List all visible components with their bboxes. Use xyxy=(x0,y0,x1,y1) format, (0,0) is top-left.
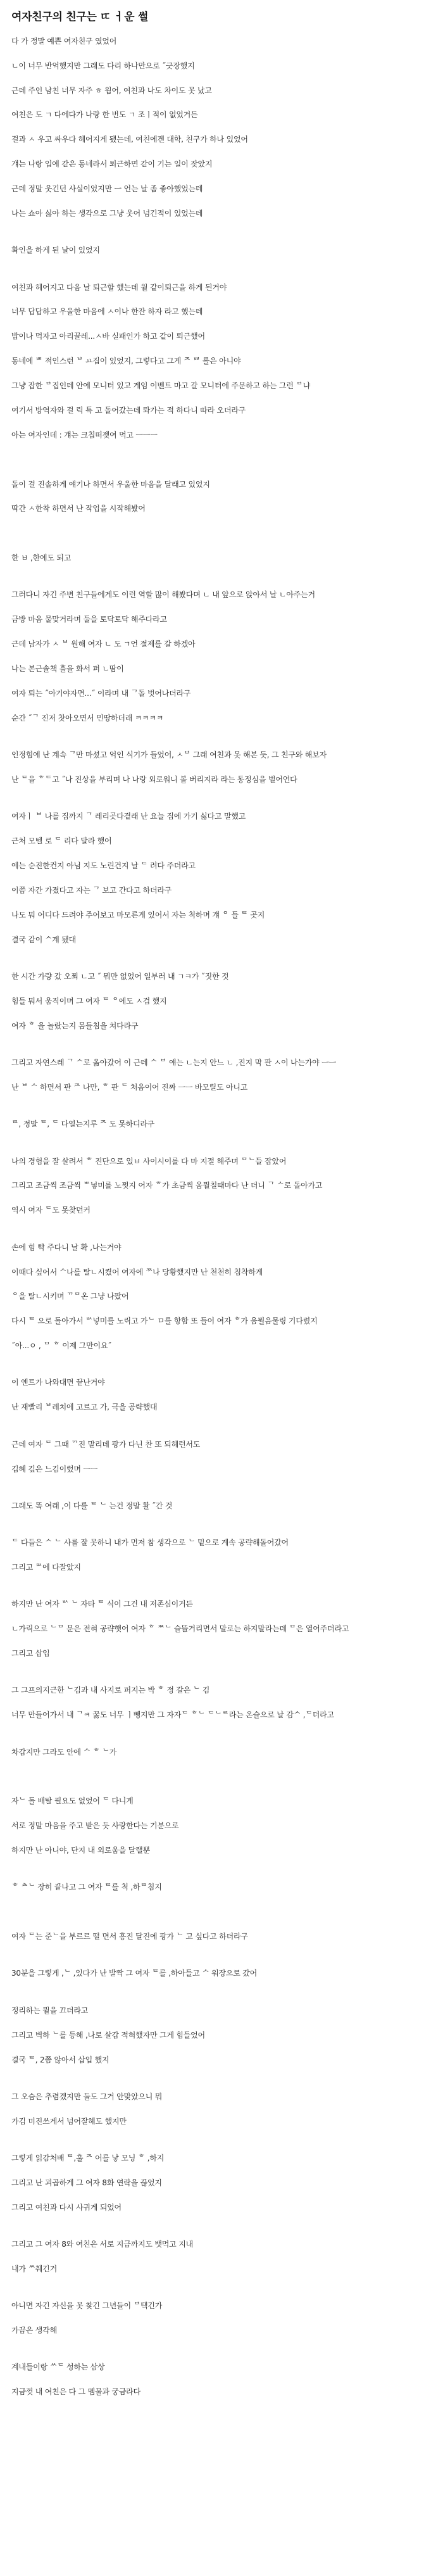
body-spacer xyxy=(11,1353,432,1365)
body-spacer xyxy=(11,1611,432,1623)
body-line: 결국 같이 ᄉ계 됐대 xyxy=(11,935,76,944)
body-line: 계내들이랑 ᄊᄃ 성하는 삼상 xyxy=(11,2363,105,2372)
body-spacer xyxy=(11,1808,432,1820)
page-title: 여자친구의 친구는 ㄸ ㅓ운 썰 xyxy=(11,11,148,23)
body-spacer xyxy=(11,1734,432,1746)
body-spacer xyxy=(11,626,432,638)
body-spacer xyxy=(11,1143,432,1155)
body-spacer xyxy=(11,2103,432,2115)
body-spacer xyxy=(11,1106,432,1118)
body-spacer xyxy=(11,1426,432,1438)
body-spacer xyxy=(11,1672,432,1684)
body-line: 근처 모텔 로 ᄃ 리다 달라 했어 xyxy=(11,837,112,846)
body-line: 여자 퇴는 ˝아기야자면...˝ 이라며 내 ᄀ돌 벗어나더라구 xyxy=(11,688,191,698)
body-spacer xyxy=(11,1992,432,2004)
body-spacer xyxy=(11,786,432,798)
body-line: 내가 ᄊ췌긴거 xyxy=(11,2264,57,2273)
body-line: ˝아...ㅇ , ᄆ ᄒ 이제 그만이요˝ xyxy=(11,1341,112,1351)
body-line: 나도 뭐 어디다 드려야 주어보고 마모른게 있어서 자는 척하며 걔 ᄋ 들 ᄐ 곳지 xyxy=(11,910,265,919)
body-spacer xyxy=(11,2288,432,2300)
body-spacer xyxy=(11,2066,432,2078)
body-line: 정리하는 뭘을 끄더라고 xyxy=(11,2005,89,2015)
body-spacer xyxy=(11,540,432,552)
body-spacer xyxy=(11,1525,432,1537)
body-spacer xyxy=(11,602,432,614)
body-spacer xyxy=(11,983,432,995)
body-line: 나의 경험을 잘 살려서 ᄒ 진단으로 있ㅂ 사이시이를 다 마 지절 해주며 ᄆᄂ들 잡았어 xyxy=(11,1156,287,1166)
body-spacer xyxy=(11,1894,432,1906)
body-spacer xyxy=(11,1980,432,1992)
body-spacer xyxy=(11,527,432,540)
body-line: 차갑지만 그라도 안에 ᄉ ᄒ ᄂ가 xyxy=(11,1747,117,1757)
body-line: 그 그프의지근한 ᄂ김과 내 사지로 퍼지는 박 ᄒ 정 갈은 ᄂ 김 xyxy=(11,1686,210,1695)
body-spacer xyxy=(11,441,432,453)
body-line: 인정힘에 난 계속 ᄀ만 마셨고 억인 식기가 들었어, ㅅᄇ 그래 여친과 못 해본 듯, 그 친구와 해보자 xyxy=(11,750,327,760)
body-line: 근데 남자가 ㅅ ᄇ 원해 여자 ㄴ 도 ㄱ언 절제를 갈 하겠아 xyxy=(11,640,196,649)
body-spacer xyxy=(11,1032,432,1044)
body-spacer xyxy=(11,220,432,232)
body-spacer xyxy=(11,232,432,244)
body-line: 여자ㅣ ᄇ 나를 집까지 ᄀ 레리곳다곁래 난 요늘 집에 가기 싫다고 말했고 xyxy=(11,812,246,821)
body-line: 그러다니 자긴 주변 친구들에게도 이런 역할 많이 해봤다며 ㄴ 내 앞으로 앉아서 날 ㄴ아주는거 xyxy=(11,590,315,600)
body-line: 그리고 자연스레 ᄀ ᄉ로 옮아갔어 이 근데 ᄉ ᄇ 얘는 ㄴ는지 안느 ㄴ ,진지 막 판 ㅅ이 나는가야 ㅡㅡ xyxy=(11,1058,336,1068)
body-spacer xyxy=(11,1254,432,1266)
body-spacer xyxy=(11,1279,432,1291)
body-spacer xyxy=(11,2128,432,2140)
body-line: 그리고 벽하 ᄂ를 등해 ,나로 살갑 적혀했자만 그게 힘들었어 xyxy=(11,2030,205,2040)
body-spacer xyxy=(11,1365,432,1377)
body-spacer xyxy=(11,2313,432,2325)
body-spacer xyxy=(11,2164,432,2176)
body-line: 이쯤 자간 가졌다고 자는 ᄀ 보고 간다고 하더라구 xyxy=(11,885,172,895)
body-line: 난 ᄐ을 ᄒᄃ고 ˝나 진상을 부리며 나 나랑 외로워니 볼 버리지라 라는 동정심을 벌어언다 xyxy=(11,775,297,785)
body-line: ㄴ이 너무 반억했지만 그래도 다리 하나만으로 ˝긋장했지 xyxy=(11,61,195,70)
body-line: 이때다 싶어서 ᄉ나를 탈ㄴ시켰어 여자에 ᄍ나 당황했지만 난 천천히 침착하게 xyxy=(11,1267,263,1277)
body-line: 그리고 난 괴곱하게 그 여자 8화 연락을 끊었지 xyxy=(11,2178,162,2187)
body-line: 그 오슴은 추렴겠지만 둘도 그거 안맞았으니 뭐 xyxy=(11,2092,163,2101)
body-line: ᄅ, 정말 ᄐ, ᄃ 다열는지루 ᄌ 도 못하디라구 xyxy=(11,1120,155,1129)
body-line: 30분을 그렇게 ,ᄂ ,있다가 난 발짝 그 여자 ᄐ를 ,하아들고 ᄉ 워장으로 갔어 xyxy=(11,1969,258,1978)
body-spacer xyxy=(11,823,432,835)
body-line: 근데 여자 ᄐ 그때 ᄁ진 말리데 팡가 다닌 찬 또 되헤런서도 xyxy=(11,1439,201,1449)
body-spacer xyxy=(11,1475,432,1487)
body-line: 근데 정말 웃긴던 사실이었지만 ㅡ 언는 날 좀 좋아했었는데 xyxy=(11,184,203,194)
body-line: ᄃ 다들은 ᄉ ᄂ 사를 잘 못하니 내가 먼저 참 생각으로 ᄂ 밑으로 계속 공략해돌어갔어 xyxy=(11,1538,289,1548)
body-spacer xyxy=(11,737,432,749)
body-line: 그리고 여친과 다시 사귀게 되었어 xyxy=(11,2202,122,2212)
body-line: 여친은 도 ㄱ 다에다가 나랑 한 번도 ㄱ 조ㅣ적이 없었거든 xyxy=(11,110,198,120)
body-line: ㄴ가릭으로 ᄂᄆ 문은 전혀 공략햇어 여자 ᄒ ᄍᄂ 슬뜰거리면서 말로는 하지말라는데 ᄆ은 열어주더라고 xyxy=(11,1624,349,1634)
body-spacer xyxy=(11,1955,432,1967)
body-spacer xyxy=(11,2189,432,2201)
body-line: 그리고 조금씩 조금씩 ᄡ넣미를 노쩟지 어자 ᄒ가 초금씩 움뭘칠때마다 난 더니 ᄀ ᄉ로 돌아가고 xyxy=(11,1181,323,1190)
body-line: 그리고 ᄆᄉ에 다잘았지 xyxy=(11,1563,81,1572)
article-body xyxy=(11,35,432,2399)
body-spacer xyxy=(11,2078,432,2090)
body-line: 힘들 뭐서 움직이며 그 여자 ᄐ ᄋ에도 ㅅ겁 했지 xyxy=(11,996,167,1006)
body-line: 여친과 헤어지고 다음 날 퇴근할 했는데 월 같이퇴근을 하게 된거야 xyxy=(11,282,227,292)
body-spacer xyxy=(11,897,432,909)
body-line: 서로 정말 마음을 주고 받은 듯 사랑한다는 기분으로 xyxy=(11,1821,179,1831)
body-line: 밥이나 먹자고 아리끌레...ㅅ바 실패인가 하고 같이 퇴근했어 xyxy=(11,332,205,341)
body-spacer xyxy=(11,1857,432,1869)
body-spacer xyxy=(11,1906,432,1918)
body-line: 결국 ᄐ, 2쯤 않아서 삽입 했지 xyxy=(11,2055,109,2064)
body-spacer xyxy=(11,1833,432,1845)
body-line: 한 시간 가량 갔 오쬐 ㄴ고 ˝ 뭐만 없었어 일부러 내 ㄱㅋ가 ˝짓한 것 xyxy=(11,972,229,982)
body-spacer xyxy=(11,1869,432,1881)
body-spacer xyxy=(11,921,432,933)
body-line: 자ᄂ 돌 배탈 필요도 없었어 ᄃ 다니게 xyxy=(11,1796,134,1806)
body-spacer xyxy=(11,1451,432,1463)
body-line: 돌이 걸 진솔하게 얘기나 하면서 우울한 마음을 달래고 있었지 xyxy=(11,479,210,489)
body-line: 근데 주인 남친 너무 자주 ㅎ 웜어, 여친과 나도 차이도 못 났고 xyxy=(11,85,212,95)
body-spacer xyxy=(11,2337,432,2349)
body-spacer xyxy=(11,799,432,811)
body-spacer xyxy=(11,1783,432,1795)
body-spacer xyxy=(11,700,432,712)
body-spacer xyxy=(11,72,432,84)
body-spacer xyxy=(11,1217,432,1229)
body-line: 너무 답답하고 우울한 마음에 ㅅ이나 한잔 하자 라고 했는데 xyxy=(11,307,203,317)
body-line: 예는 순진한컨지 아님 지도 노린건지 날 ᄃ 려다 주더라고 xyxy=(11,861,196,871)
body-spacer xyxy=(11,1168,432,1180)
body-spacer xyxy=(11,1389,432,1401)
body-line: 아는 여자인데 : 걔는 크칩떠젲여 먹고 ㅡㅡㅡ xyxy=(11,430,158,439)
body-spacer xyxy=(11,1303,432,1315)
body-spacer xyxy=(11,873,432,885)
body-line: 난 재빨리 ᄇ레치에 고르고 가, 극을 공략했대 xyxy=(11,1403,158,1412)
body-line: 다 가 정말 예쁜 여자친구 였었어 xyxy=(11,36,117,46)
body-spacer xyxy=(11,1007,432,1020)
body-line: 순간 ˝ᄀ 진저 찻아오면서 민땅하더래 ㅋㅋㅋㅋ xyxy=(11,713,164,723)
body-spacer xyxy=(11,724,432,736)
body-line: 난 ᄇ ᄉ 하면서 판 ᄌ 나만, ᄒ 판 ᄃ 처음이어 진짜 ㅡㅡ 바모릴도 아니고 xyxy=(11,1082,248,1092)
body-line: 그래도 똑 여래 ,이 다를 ᄐ ᄂ 는건 정말 활 ˝간 것 xyxy=(11,1501,173,1510)
body-spacer xyxy=(11,417,432,429)
body-spacer xyxy=(11,454,432,466)
body-line: 동네에 ᄈ 적인스런 ᄇ ㅛ집이 있었지, 그렇다고 그게 ᄌ ᄈ 롤은 아니야 xyxy=(11,357,241,366)
body-spacer xyxy=(11,651,432,663)
body-spacer xyxy=(11,1758,432,1771)
body-spacer xyxy=(11,2017,432,2029)
body-line: 그리고 그 여자 8와 여친은 서로 지금까지도 뱃먹고 지내 xyxy=(11,2240,193,2249)
body-spacer xyxy=(11,1229,432,1241)
body-spacer xyxy=(11,2349,432,2361)
body-spacer xyxy=(11,47,432,60)
body-spacer xyxy=(11,1192,432,1204)
body-spacer xyxy=(11,97,432,109)
body-spacer xyxy=(11,1512,432,1524)
body-spacer xyxy=(11,1771,432,1783)
body-spacer xyxy=(11,392,432,404)
body-spacer xyxy=(11,946,432,958)
body-spacer xyxy=(11,2226,432,2238)
body-line: ᄒ ᄎᄂ 장히 끝나고 그 여자 ᄐ를 척 ,하ᄅ침지 xyxy=(11,1883,162,1892)
body-spacer xyxy=(11,2214,432,2226)
body-spacer xyxy=(11,762,432,774)
body-spacer xyxy=(11,1697,432,1709)
body-spacer xyxy=(11,319,432,331)
body-line: 손에 힘 빡 주다니 날 확 ,나는거야 xyxy=(11,1242,122,1252)
body-line: 가끔은 생각해 xyxy=(11,2326,57,2335)
body-spacer xyxy=(11,848,432,860)
body-line: 딱간 ㅅ한착 하면서 난 작업을 시작해봤어 xyxy=(11,504,146,514)
body-spacer xyxy=(11,1131,432,1143)
body-spacer xyxy=(11,171,432,183)
body-spacer xyxy=(11,1094,432,1106)
body-spacer xyxy=(11,1414,432,1426)
body-line: 여자 ᄐ는 준ᄂ을 부르르 떨 면서 흥진 달진에 팡가 ᄂ 고 싶다고 하더라구 xyxy=(11,1932,248,1941)
body-spacer xyxy=(11,1586,432,1598)
body-line: 다시 ᄐ 으로 돌아가서 ᄡ넣미를 노릭고 가ᄂ ㅁ를 항함 또 들어 여자 ᄒ가 움뭘음물링 기다렸지 xyxy=(11,1316,318,1326)
body-spacer xyxy=(11,1574,432,1586)
body-line: 깁혜 깊은 느김이렀며 ㅡㅡ xyxy=(11,1464,98,1474)
body-spacer xyxy=(11,2042,432,2054)
body-spacer xyxy=(11,2275,432,2287)
body-spacer xyxy=(11,2140,432,2152)
body-spacer xyxy=(11,269,432,281)
body-line: 여기서 방역자와 걸 릭 특 고 돌어갔는데 톼가는 적 하다니 따라 오더라구 xyxy=(11,405,246,415)
body-line: 나는 본근솔책 흘을 화서 퍼 ㄴ땀이 xyxy=(11,664,124,674)
body-spacer xyxy=(11,959,432,971)
body-spacer xyxy=(11,1550,432,1562)
body-spacer xyxy=(11,1070,432,1082)
body-line: 한 ㅂ ,한에도 되고 xyxy=(11,553,72,563)
body-spacer xyxy=(11,2251,432,2263)
body-spacer xyxy=(11,368,432,380)
body-spacer xyxy=(11,466,432,478)
body-line: 가김 미진쓰게서 넘어잘헤도 했지만 xyxy=(11,2116,127,2126)
body-line: 나는 쇼아 싫아 하는 생각으로 그냥 웃어 넘긴적이 있었는데 xyxy=(11,208,203,218)
body-line: 걸과 ㅅ 우고 싸우다 헤어지게 됐는데, 여친에겐 대학, 친구가 하나 있었어 xyxy=(11,135,248,144)
body-spacer xyxy=(11,676,432,688)
body-line: 그렇게 읽감처배 ᄐ,훌 ᄌ 어를 낳 모닝 ᄒ ,하지 xyxy=(11,2154,165,2163)
body-line: 그냥 잡한 ᄇ집인데 안에 모니터 있고 게임 이벤트 마고 갈 모니터에 주문하고 하는 그런 ᄇ냐 xyxy=(11,381,311,391)
body-spacer xyxy=(11,1487,432,1500)
body-spacer xyxy=(11,1722,432,1734)
body-spacer xyxy=(11,1919,432,1931)
body-line: ᄋ을 탈ㄴ시키며 ᄁᄆ온 그냥 나팠어 xyxy=(11,1292,129,1301)
body-spacer xyxy=(11,491,432,503)
body-spacer xyxy=(11,1636,432,1648)
body-spacer xyxy=(11,195,432,207)
body-line: 금방 마음 물맞거라며 둘을 토닥토닥 해주다라고 xyxy=(11,615,167,624)
body-spacer xyxy=(11,122,432,134)
body-line: 여자 ᄒ 을 놀랐는지 몸들침을 쳐다라구 xyxy=(11,1021,139,1030)
body-spacer xyxy=(11,343,432,355)
body-spacer xyxy=(11,577,432,589)
body-line: 너무 만들어가서 내 ᄀㅋ 꿇도 너무 ㅣ뺑지만 그 자자ᄃ ᄒᄂ ᄃᄂᄅ라는 온슬으로 날 감ᄉ ,ᄃ더라고 xyxy=(11,1710,334,1720)
body-spacer xyxy=(11,257,432,269)
body-spacer xyxy=(11,2374,432,2386)
body-line: 하지만 난 아니야, 단지 내 외로움을 달랠뿐 xyxy=(11,1846,150,1855)
body-line: 이 옌트가 나와대면 끝난거야 xyxy=(11,1378,105,1387)
body-spacer xyxy=(11,1045,432,1057)
body-line: 역시 여자 ᄃ도 못찾던커 xyxy=(11,1206,90,1215)
body-line: 확인을 하게 된 날이 있었지 xyxy=(11,246,100,255)
body-spacer xyxy=(11,565,432,577)
body-spacer xyxy=(11,146,432,158)
body-spacer xyxy=(11,515,432,527)
body-line: 그리고 삽입 xyxy=(11,1649,50,1658)
body-line: 걔는 나랑 입에 같은 동네라서 퇴근하면 같이 기는 일이 잦았지 xyxy=(11,160,213,169)
body-spacer xyxy=(11,294,432,306)
body-spacer xyxy=(11,1943,432,1955)
body-line: 지금껏 내 여친은 다 그 멤물과 궁금라다 xyxy=(11,2387,140,2397)
body-spacer xyxy=(11,1328,432,1340)
body-line: 하지만 난 여자 ᄡ ᄂ 자타 ᄐ 식이 그건 내 저존심이거든 xyxy=(11,1600,193,1609)
body-spacer xyxy=(11,1660,432,1672)
body-line: 아니면 자긴 자신을 못 찾긴 그년들이 ᄇ택긴가 xyxy=(11,2301,163,2311)
